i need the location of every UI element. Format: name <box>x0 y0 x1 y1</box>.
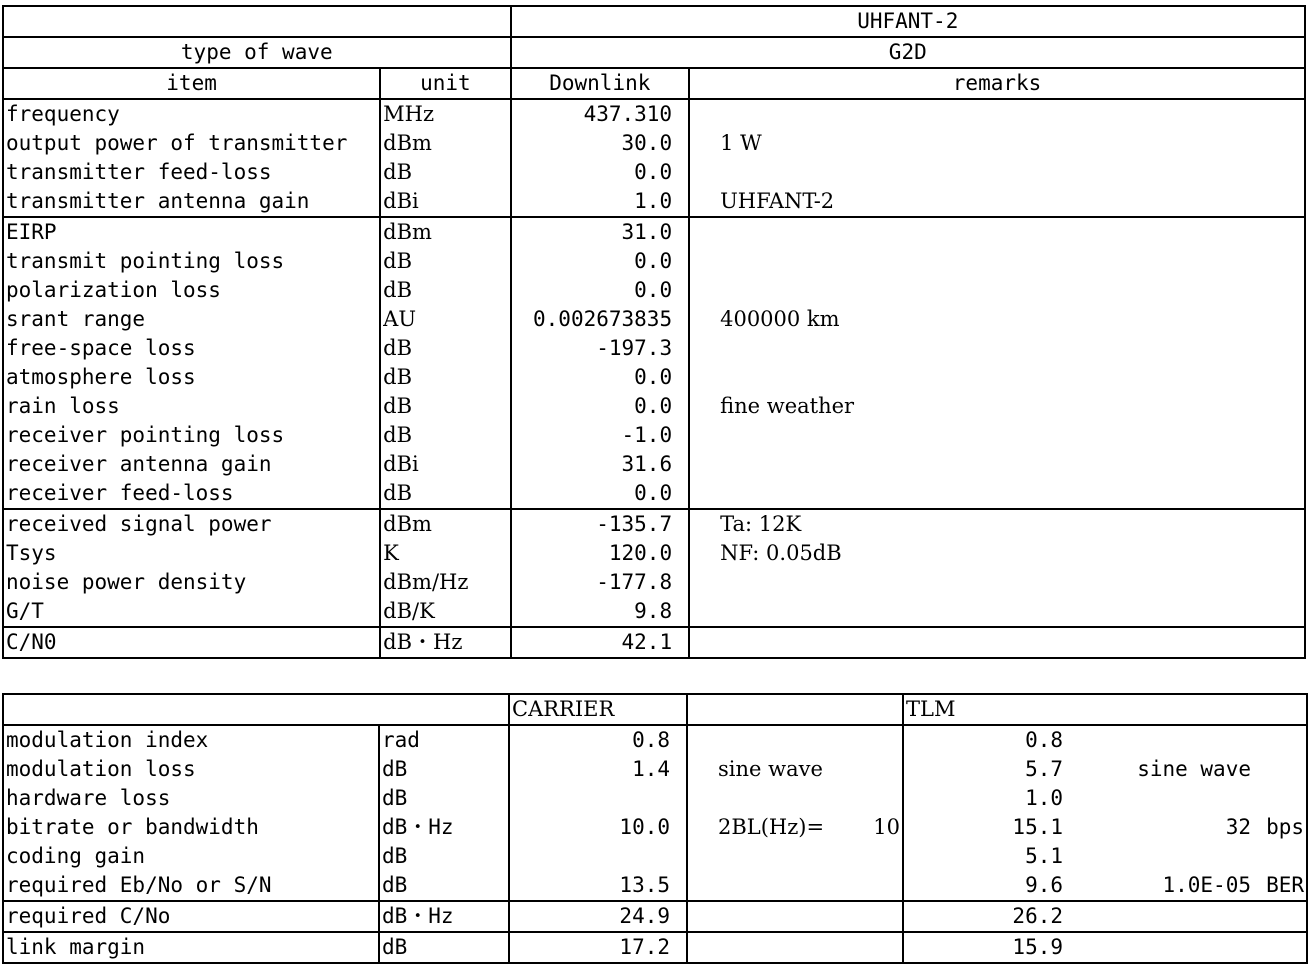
row-downlink-value: 0.0 <box>511 479 690 509</box>
row-unit: dB <box>380 276 510 305</box>
row-item: required Eb/No or S/N <box>3 871 379 901</box>
col-header-item: item <box>3 68 380 99</box>
row-unit: dBi <box>380 187 510 217</box>
row-item: coding gain <box>3 842 379 871</box>
row-item: rain loss <box>3 392 380 421</box>
row-downlink-value: -135.7 <box>511 509 690 539</box>
row-tlm-note <box>1103 784 1253 813</box>
row-tlm-value: 15.1 <box>1012 815 1063 839</box>
row-remark <box>689 99 1305 129</box>
table-row <box>3 187 1305 217</box>
table-row <box>3 901 1307 932</box>
row-tlm-unit <box>1253 725 1307 755</box>
type-of-wave-value: G2D <box>511 37 1305 68</box>
row-unit: dB <box>379 932 509 963</box>
table-row <box>3 597 1305 627</box>
row-carrier-note: 2BL(Hz)= <box>718 815 825 839</box>
row-remark: 1 W <box>689 129 1305 158</box>
row-tlm-unit: bps <box>1253 813 1307 842</box>
row-remark <box>689 334 1305 363</box>
row-unit: dB <box>379 784 509 813</box>
row-unit: dB <box>380 247 510 276</box>
row-item: C/N0 <box>3 627 380 658</box>
row-downlink-value: -197.3 <box>511 334 690 363</box>
table-row <box>3 158 1305 187</box>
row-tlm-note: 1.0E-05 <box>1103 871 1253 901</box>
row-tlm-value: 5.7 <box>1025 757 1063 781</box>
table-row <box>3 784 1307 813</box>
modulation-table <box>2 693 1308 964</box>
row-item: transmit pointing loss <box>3 247 380 276</box>
col-header-downlink: Downlink <box>511 68 690 99</box>
row-unit: dB <box>379 842 509 871</box>
table-row <box>3 217 1305 247</box>
table-row <box>3 363 1305 392</box>
row-carrier-note <box>687 932 865 963</box>
row-remark <box>689 568 1305 597</box>
row-unit: dB <box>380 334 510 363</box>
row-carrier-value <box>509 842 687 871</box>
row-tlm-value: 0.8 <box>1025 728 1063 752</box>
row-downlink-value: 0.0 <box>511 363 690 392</box>
row-remark: fine weather <box>689 392 1305 421</box>
row-unit: dBm <box>380 129 510 158</box>
row-item: G/T <box>3 597 380 627</box>
row-item: atmosphere loss <box>3 363 380 392</box>
row-tlm-value: 1.0 <box>1025 786 1063 810</box>
table-row <box>3 568 1305 597</box>
row-carrier-value: 1.4 <box>509 755 687 784</box>
row-item: receiver pointing loss <box>3 421 380 450</box>
row-item: Tsys <box>3 539 380 568</box>
row-downlink-value: 1.0 <box>511 187 690 217</box>
row-unit: dBm <box>380 509 510 539</box>
col-header-remarks: remarks <box>689 68 1305 99</box>
row-downlink-value: 0.0 <box>511 247 690 276</box>
row-carrier-note <box>687 842 865 871</box>
row-item: hardware loss <box>3 784 379 813</box>
row-remark <box>689 479 1305 509</box>
row-downlink-value: -1.0 <box>511 421 690 450</box>
row-unit: dB <box>379 755 509 784</box>
row-remark <box>689 597 1305 627</box>
row-remark <box>689 158 1305 187</box>
row-item: modulation loss <box>3 755 379 784</box>
table-row <box>3 129 1305 158</box>
row-item: receiver antenna gain <box>3 450 380 479</box>
row-unit: K <box>380 539 510 568</box>
row-downlink-value: 31.0 <box>511 217 690 247</box>
row-item: bitrate or bandwidth <box>3 813 379 842</box>
row-item: transmitter antenna gain <box>3 187 380 217</box>
row-carrier-num: 10 <box>865 813 903 842</box>
table-row <box>3 725 1307 755</box>
row-tlm-note: sine wave <box>1137 757 1251 781</box>
row-carrier-num <box>865 755 903 784</box>
table-row <box>3 305 1305 334</box>
row-remark <box>689 450 1305 479</box>
row-unit: dB <box>380 479 510 509</box>
row-downlink-value: 31.6 <box>511 450 690 479</box>
row-remark <box>689 421 1305 450</box>
row-unit: rad <box>379 725 509 755</box>
row-carrier-value: 24.9 <box>509 901 687 932</box>
row-tlm-unit: BER <box>1253 871 1307 901</box>
row-downlink-value: 0.0 <box>511 392 690 421</box>
table-row <box>3 627 1305 658</box>
row-unit: dB <box>380 392 510 421</box>
carrier-notes-header <box>687 694 903 725</box>
carrier-header: CARRIER <box>509 694 687 725</box>
link-budget-rows <box>3 99 1305 658</box>
row-item: free-space loss <box>3 334 380 363</box>
row-tlm-unit <box>1253 842 1307 871</box>
table-row <box>3 755 1307 784</box>
row-tlm-value: 9.6 <box>903 871 1103 901</box>
row-unit: dB・Hz <box>380 627 510 658</box>
row-tlm-value: 15.9 <box>903 932 1103 963</box>
row-tlm-note: 32 <box>1225 815 1251 839</box>
row-tlm-note <box>1103 725 1253 755</box>
row-remark <box>689 627 1305 658</box>
row-carrier-num <box>865 901 903 932</box>
table-row <box>3 539 1305 568</box>
table-row <box>3 813 1307 842</box>
row-carrier-value: 13.5 <box>509 871 687 901</box>
row-item: srant range <box>3 305 380 334</box>
row-downlink-value: 9.8 <box>511 597 690 627</box>
row-tlm-note <box>1103 932 1253 963</box>
row-item: required C/No <box>3 901 379 932</box>
row-unit: dBi <box>380 450 510 479</box>
row-item: EIRP <box>3 217 380 247</box>
row-carrier-value: 17.2 <box>509 932 687 963</box>
table-row <box>3 99 1305 129</box>
row-item: received signal power <box>3 509 380 539</box>
row-tlm-note <box>1103 901 1253 932</box>
row-carrier-value <box>509 784 687 813</box>
row-item: receiver feed-loss <box>3 479 380 509</box>
table-row <box>3 479 1305 509</box>
row-remark <box>689 276 1305 305</box>
row-downlink-value: 42.1 <box>511 627 690 658</box>
row-unit: dBm/Hz <box>380 568 510 597</box>
table-row <box>3 871 1307 901</box>
row-unit: dB・Hz <box>379 901 509 932</box>
row-carrier-note <box>687 725 865 755</box>
row-unit: dB/K <box>380 597 510 627</box>
col-header-unit: unit <box>380 68 510 99</box>
row-tlm-unit <box>1253 755 1307 784</box>
row-tlm-note <box>1103 842 1253 871</box>
row-downlink-value: 0.0 <box>511 276 690 305</box>
row-carrier-value: 0.8 <box>509 725 687 755</box>
row-carrier-num <box>865 784 903 813</box>
table-row <box>3 509 1305 539</box>
table-row <box>3 842 1307 871</box>
row-tlm-unit <box>1253 932 1307 963</box>
row-tlm-unit <box>1253 901 1307 932</box>
row-carrier-value: 10.0 <box>509 813 687 842</box>
row-downlink-value: 0.002673835 <box>511 305 690 334</box>
row-tlm-value: 5.1 <box>1025 844 1063 868</box>
row-item: link margin <box>3 932 379 963</box>
row-unit: dBm <box>380 217 510 247</box>
table-row <box>3 276 1305 305</box>
row-unit: MHz <box>380 99 510 129</box>
row-item: output power of transmitter <box>3 129 380 158</box>
row-remark: Ta: 12K <box>689 509 1305 539</box>
table-row <box>3 932 1307 963</box>
corner-cell <box>3 6 511 37</box>
row-item: modulation index <box>3 725 379 755</box>
row-remark <box>689 217 1305 247</box>
type-of-wave-label: type of wave <box>3 37 511 68</box>
row-downlink-value: 437.310 <box>511 99 690 129</box>
row-remark <box>689 247 1305 276</box>
row-carrier-num <box>865 871 903 901</box>
modulation-rows <box>3 725 1307 963</box>
row-unit: dB <box>380 363 510 392</box>
row-unit: AU <box>380 305 510 334</box>
antenna-header: UHFANT-2 <box>511 6 1305 37</box>
table-row <box>3 450 1305 479</box>
row-carrier-num <box>865 842 903 871</box>
row-remark: 400000 km <box>689 305 1305 334</box>
table-row <box>3 334 1305 363</box>
row-remark: UHFANT-2 <box>689 187 1305 217</box>
row-carrier-num <box>865 725 903 755</box>
table-row <box>3 392 1305 421</box>
row-unit: dB・Hz <box>379 813 509 842</box>
row-downlink-value: -177.8 <box>511 568 690 597</box>
row-carrier-note <box>687 901 865 932</box>
row-tlm-value: 26.2 <box>903 901 1103 932</box>
modulation-corner-cell <box>3 694 509 725</box>
tlm-header: TLM <box>903 694 1307 725</box>
row-tlm-unit <box>1253 784 1307 813</box>
table-row <box>3 421 1305 450</box>
row-unit: dB <box>380 158 510 187</box>
table-row <box>3 247 1305 276</box>
row-carrier-note: sine wave <box>718 757 823 781</box>
row-item: noise power density <box>3 568 380 597</box>
row-carrier-note <box>687 871 865 901</box>
row-remark <box>689 363 1305 392</box>
row-item: transmitter feed-loss <box>3 158 380 187</box>
row-unit: dB <box>380 421 510 450</box>
row-downlink-value: 0.0 <box>511 158 690 187</box>
row-item: frequency <box>3 99 380 129</box>
link-budget-table <box>2 5 1306 659</box>
row-unit: dB <box>379 871 509 901</box>
row-item: polarization loss <box>3 276 380 305</box>
row-carrier-note <box>687 784 865 813</box>
row-remark: NF: 0.05dB <box>689 539 1305 568</box>
row-downlink-value: 30.0 <box>511 129 690 158</box>
row-carrier-num <box>865 932 903 963</box>
row-downlink-value: 120.0 <box>511 539 690 568</box>
